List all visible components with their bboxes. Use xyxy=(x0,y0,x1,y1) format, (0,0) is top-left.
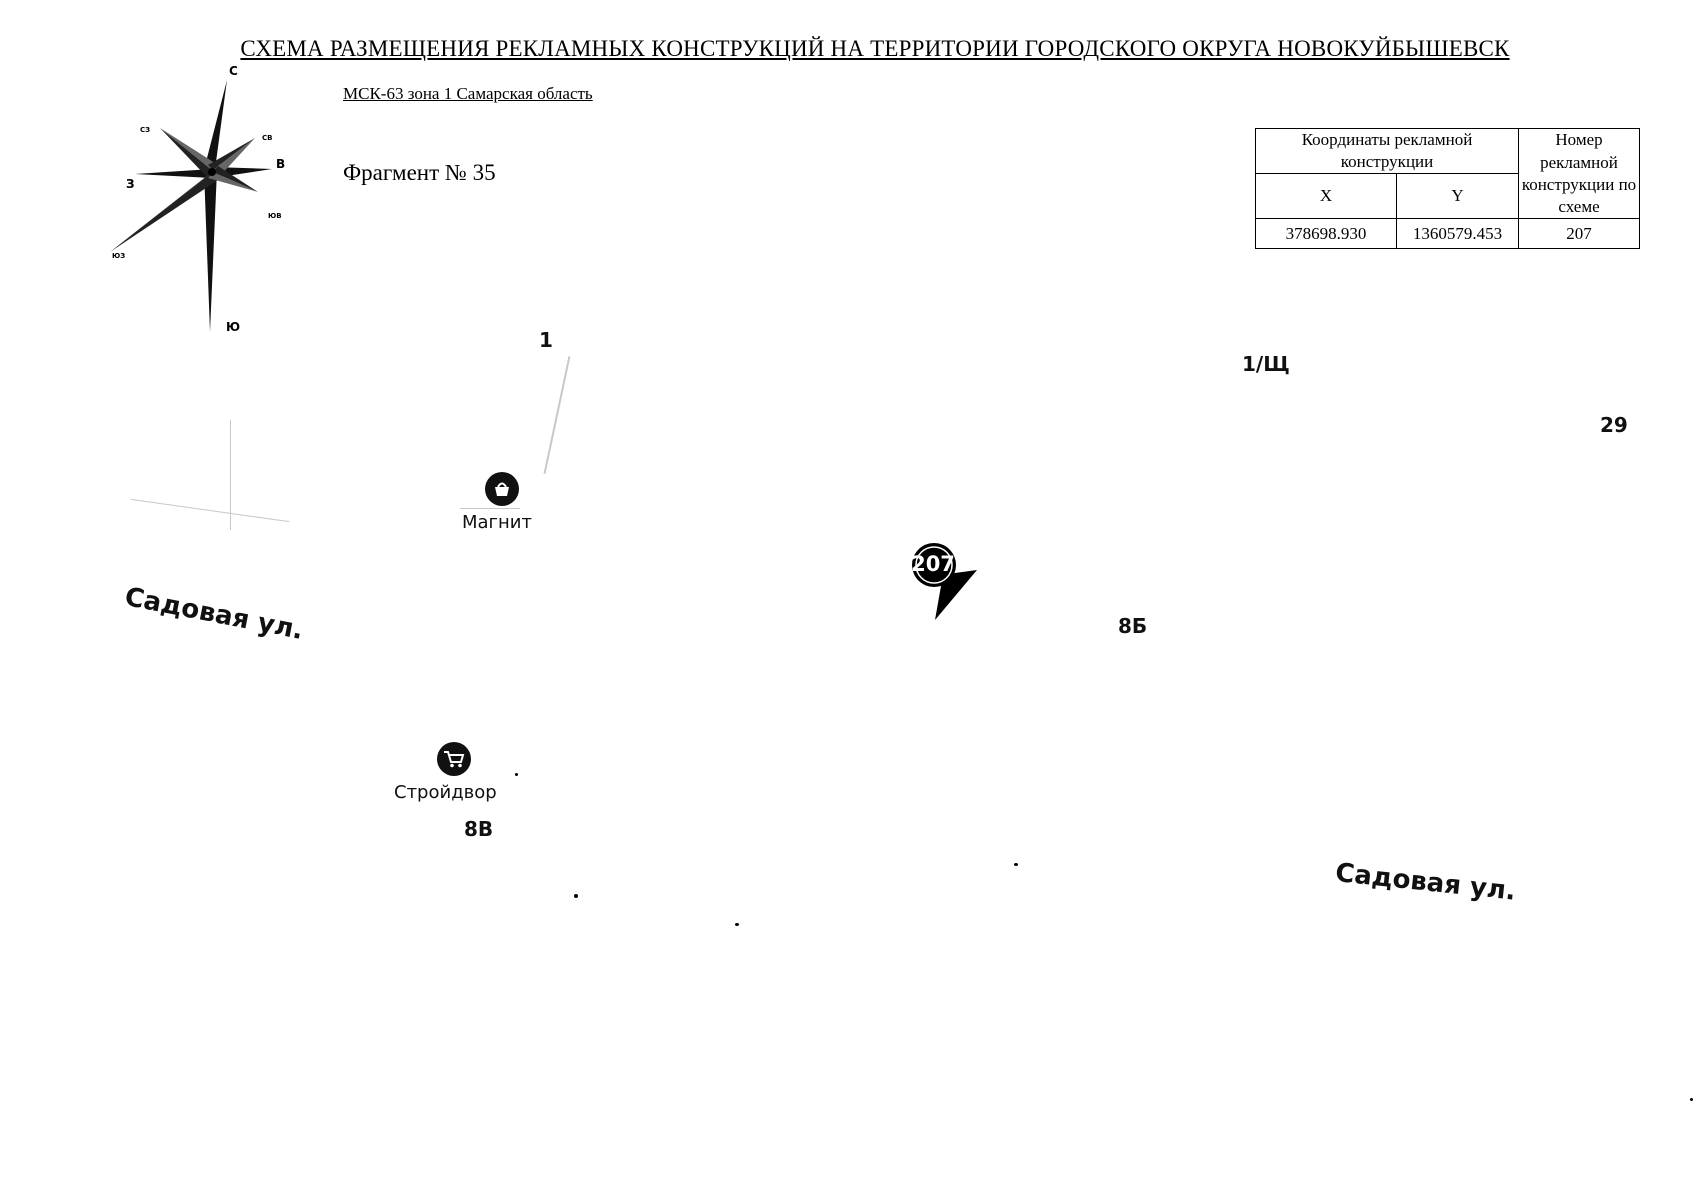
scan-speck xyxy=(1690,1098,1693,1101)
coordinates-table xyxy=(1255,128,1640,249)
shopping-basket-icon[interactable] xyxy=(485,472,519,506)
compass-north-label: С xyxy=(229,64,238,78)
house-number-8b: 8Б xyxy=(1118,614,1148,638)
compass-northwest-label: СЗ xyxy=(140,126,151,134)
compass-star-icon xyxy=(100,62,300,342)
x-value: 378698.930 xyxy=(1256,219,1397,249)
x-header: X xyxy=(1256,174,1397,219)
shopping-cart-icon[interactable] xyxy=(437,742,471,776)
coordinate-system-label: МСК-63 зона 1 Самарская область xyxy=(343,84,593,103)
fragment-label: Фрагмент № 35 xyxy=(343,160,496,185)
ad-structure-marker[interactable] xyxy=(911,542,1001,632)
street-label-sadovaya-west: Садовая ул. xyxy=(122,582,306,647)
y-header: Y xyxy=(1397,174,1519,219)
house-number-8v: 8В xyxy=(464,817,494,841)
street-label-sadovaya-east: Садовая ул. xyxy=(1333,858,1518,907)
compass-south-label: Ю xyxy=(226,320,241,334)
house-number-1: 1 xyxy=(539,328,553,352)
house-number-1-shch: 1/Щ xyxy=(1242,352,1290,376)
scan-speck xyxy=(574,894,578,898)
compass-west-label: З xyxy=(126,177,135,191)
scan-speck xyxy=(515,773,518,776)
map-fragment xyxy=(0,320,1697,1200)
compass-southeast-label: ЮВ xyxy=(268,212,282,220)
scan-speck xyxy=(735,923,739,926)
coords-header: Координаты рекламной конструкции xyxy=(1256,129,1519,174)
poi-label-magnit[interactable]: Магнит xyxy=(462,512,532,533)
compass-southwest-label: ЮЗ xyxy=(112,252,126,260)
scan-speck xyxy=(1014,863,1018,866)
road-trace xyxy=(131,499,290,522)
table-row xyxy=(1256,219,1640,249)
poi-label-stroydvor[interactable]: Стройдвор xyxy=(394,782,497,803)
house-number-29: 29 xyxy=(1600,413,1628,437)
road-trace xyxy=(544,356,571,474)
document-title: СХЕМА РАЗМЕЩЕНИЯ РЕКЛАМНЫХ КОНСТРУКЦИЙ НА ТЕРРИТОРИИ ГОРОДСКОГО ОКРУГА НОВОКУЙБЫШЕВСК xyxy=(240,36,1510,61)
compass-rose xyxy=(100,62,300,342)
marker-number: 207 xyxy=(911,552,955,576)
road-trace xyxy=(460,508,520,509)
number-header: Номер рекламной конструкции по схеме xyxy=(1519,129,1640,219)
compass-east-label: В xyxy=(276,157,286,171)
structure-number: 207 xyxy=(1519,219,1640,249)
compass-northeast-label: СВ xyxy=(262,134,273,142)
y-value: 1360579.453 xyxy=(1397,219,1519,249)
